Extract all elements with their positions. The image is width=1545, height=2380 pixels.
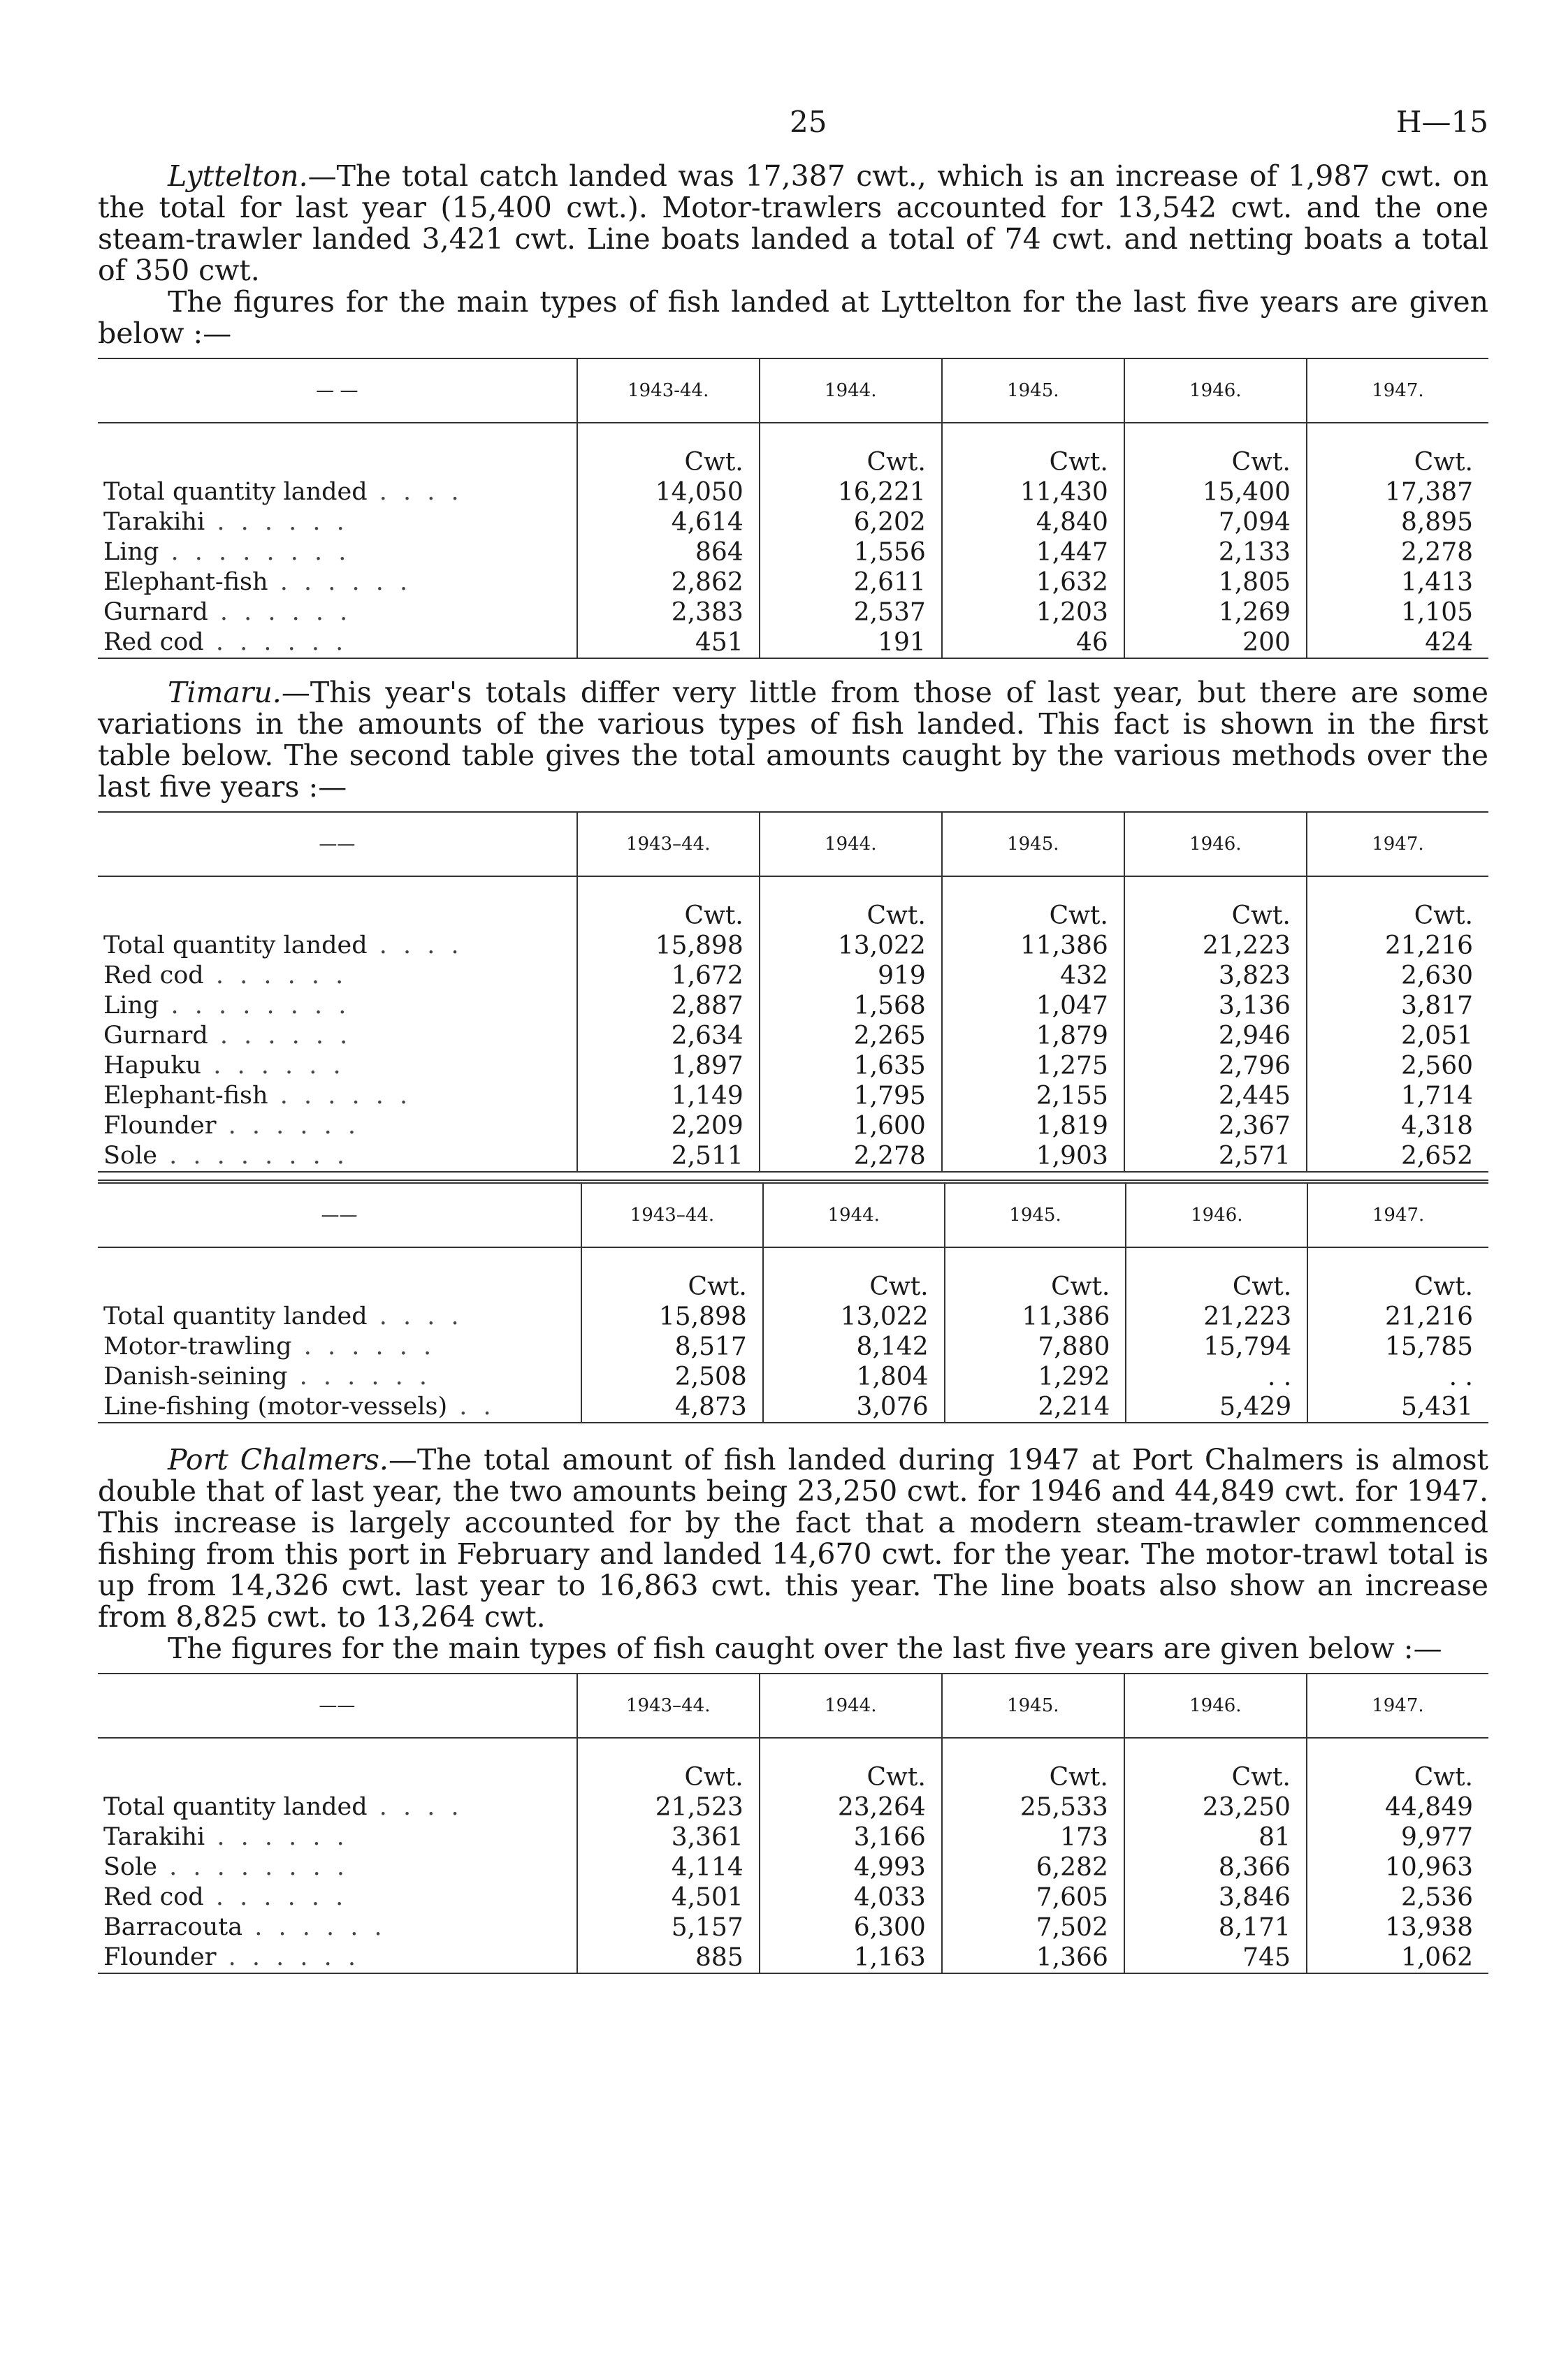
table-row	[98, 961, 1488, 991]
value-cell: 2,571	[1124, 1141, 1307, 1172]
column-header: 1943–44.	[577, 812, 760, 876]
value-cell: 15,785	[1307, 1332, 1488, 1362]
table-header-row	[98, 1182, 1488, 1247]
row-label: Hapuku	[103, 1052, 202, 1080]
value-cell: 2,511	[577, 1141, 760, 1172]
row-label: Tarakihi	[103, 1823, 205, 1851]
value-cell: 13,938	[1307, 1913, 1488, 1943]
value-cell: 1,269	[1124, 597, 1307, 627]
value-cell: 15,794	[1126, 1332, 1307, 1362]
row-label-cell	[98, 507, 577, 537]
table-row	[98, 1021, 1488, 1051]
column-header: 1944.	[760, 1674, 942, 1738]
value-cell: 432	[942, 961, 1124, 991]
column-header: 1947.	[1307, 812, 1488, 876]
column-header: 1944.	[760, 812, 942, 876]
value-cell: 1,275	[942, 1051, 1124, 1081]
row-label: Danish-seining	[103, 1363, 288, 1391]
row-label-cell	[98, 1302, 581, 1332]
column-header: 1945.	[942, 1674, 1124, 1738]
leader-dots: . . . . . .	[203, 1883, 348, 1911]
value-cell: 885	[577, 1943, 760, 1973]
row-label: Flounder	[103, 1112, 217, 1140]
unit-cell: Cwt.	[1124, 423, 1307, 477]
value-cell: 8,517	[581, 1332, 763, 1362]
value-cell: 8,366	[1124, 1852, 1307, 1882]
value-cell: 11,386	[942, 931, 1124, 961]
units-label-cell	[98, 1738, 577, 1792]
table-row	[98, 507, 1488, 537]
value-cell: 3,361	[577, 1822, 760, 1852]
value-cell: 5,429	[1126, 1392, 1307, 1423]
section-lyttelton	[98, 161, 1488, 349]
value-cell: 5,431	[1307, 1392, 1488, 1423]
table-corner: — —	[98, 358, 577, 423]
unit-cell: Cwt.	[760, 423, 942, 477]
leader-dots: . . . . . .	[201, 1052, 345, 1080]
value-cell: 7,605	[942, 1882, 1124, 1913]
table-row	[98, 1141, 1488, 1172]
value-cell: 1,556	[760, 537, 942, 567]
value-cell: 2,133	[1124, 537, 1307, 567]
table-corner: ——	[98, 1182, 581, 1247]
row-label: Sole	[103, 1853, 157, 1881]
value-cell: 81	[1124, 1822, 1307, 1852]
column-header: 1946.	[1124, 1674, 1307, 1738]
row-label-cell	[98, 1392, 581, 1423]
value-cell: 2,634	[577, 1021, 760, 1051]
value-cell: 13,022	[760, 931, 942, 961]
value-cell: 44,849	[1307, 1792, 1488, 1822]
row-label: Line-fishing (motor-vessels)	[103, 1393, 448, 1421]
table-row	[98, 1392, 1488, 1423]
value-cell: 2,278	[760, 1141, 942, 1172]
leader-dots: . . . . . .	[208, 598, 352, 626]
row-label: Gurnard	[103, 1022, 208, 1050]
row-label: Flounder	[103, 1943, 217, 1971]
value-cell: 25,533	[942, 1792, 1124, 1822]
value-cell: 1,804	[763, 1362, 945, 1392]
table-header-row	[98, 812, 1488, 876]
table-row	[98, 1882, 1488, 1913]
value-cell: 2,611	[760, 567, 942, 597]
leader-dots: . . . . . . . .	[159, 992, 351, 1020]
value-cell: 46	[942, 627, 1124, 658]
value-cell: 1,795	[760, 1081, 942, 1111]
table-row	[98, 1111, 1488, 1141]
unit-cell: Cwt.	[942, 1738, 1124, 1792]
leader-dots: . . . . . .	[205, 1823, 349, 1851]
leader-dots: . . . .	[367, 1303, 463, 1330]
units-row	[98, 876, 1488, 931]
value-cell: 1,632	[942, 567, 1124, 597]
value-cell: 23,250	[1124, 1792, 1307, 1822]
value-cell: 3,823	[1124, 961, 1307, 991]
value-cell: 4,033	[760, 1882, 942, 1913]
unit-cell: Cwt.	[942, 876, 1124, 931]
value-cell: 15,400	[1124, 477, 1307, 507]
row-label-cell	[98, 1913, 577, 1943]
row-label-cell	[98, 1111, 577, 1141]
row-label: Total quantity landed	[103, 478, 368, 506]
row-label-cell	[98, 1332, 581, 1362]
value-cell: 8,171	[1124, 1913, 1307, 1943]
row-label: Barracouta	[103, 1913, 243, 1941]
table-row	[98, 1943, 1488, 1973]
row-label-cell	[98, 567, 577, 597]
value-cell: 1,149	[577, 1081, 760, 1111]
row-label: Sole	[103, 1142, 157, 1170]
unit-cell: Cwt.	[763, 1247, 945, 1302]
column-header: 1944.	[763, 1182, 945, 1247]
row-label-cell	[98, 1141, 577, 1172]
value-cell: 4,993	[760, 1852, 942, 1882]
value-cell: 2,051	[1307, 1021, 1488, 1051]
value-cell: 15,898	[577, 931, 760, 961]
table-row	[98, 477, 1488, 507]
value-cell: 1,714	[1307, 1081, 1488, 1111]
row-label: Elephant-fish	[103, 568, 268, 596]
column-header: 1947.	[1307, 358, 1488, 423]
row-label: Red cod	[103, 1883, 204, 1911]
page-header	[98, 105, 1488, 161]
leader-dots: . . . .	[367, 478, 463, 506]
value-cell: 9,977	[1307, 1822, 1488, 1852]
table-row	[98, 1332, 1488, 1362]
row-label-cell	[98, 1051, 577, 1081]
value-cell: 21,216	[1307, 1302, 1488, 1332]
value-cell: 2,214	[945, 1392, 1126, 1423]
value-cell: 1,163	[760, 1943, 942, 1973]
units-row	[98, 1738, 1488, 1792]
value-cell: 2,508	[581, 1362, 763, 1392]
paragraph: Port Chalmers.—The total amount of fish landed during 1947 at Port Chalmers is almost double that of last year, the two amounts being 23,250 cwt. for 1946 and 44,849 cwt. for 1947. This increase is largely accounted for by the fact that a modern steam-trawler commenced fishing from this port in February and landed 14,670 cwt. for the year. The motor-trawl total is up from 14,326 cwt. last year to 16,863 cwt. this year. The line boats also show an increase from 8,825 cwt. to 13,264 cwt.	[98, 1443, 1488, 1634]
leader-dots: . . . .	[367, 1793, 463, 1821]
row-label-cell	[98, 1822, 577, 1852]
leader-dots: . .	[447, 1393, 495, 1421]
place-name: Port Chalmers.	[168, 1443, 389, 1476]
unit-cell: Cwt.	[1124, 1738, 1307, 1792]
table-row	[98, 1051, 1488, 1081]
value-cell: 2,560	[1307, 1051, 1488, 1081]
paragraph: The figures for the main types of fish landed at Lyttelton for the last five years are given below :—	[98, 285, 1488, 350]
unit-cell: Cwt.	[1307, 423, 1488, 477]
leader-dots: . . . . . .	[208, 1022, 352, 1050]
row-label-cell	[98, 477, 577, 507]
value-cell: 17,387	[1307, 477, 1488, 507]
leader-dots: . . . . . . . .	[157, 1853, 349, 1881]
value-cell: 2,862	[577, 567, 760, 597]
leader-dots: . . . . . .	[203, 962, 348, 989]
value-cell: 200	[1124, 627, 1307, 658]
document-reference: H—15	[1395, 105, 1488, 139]
value-cell: . .	[1126, 1362, 1307, 1392]
value-cell: 745	[1124, 1943, 1307, 1973]
value-cell: 1,879	[942, 1021, 1124, 1051]
value-cell: 3,136	[1124, 991, 1307, 1021]
value-cell: 2,537	[760, 597, 942, 627]
table-row	[98, 627, 1488, 658]
row-label: Gurnard	[103, 598, 208, 626]
column-header: 1946.	[1126, 1182, 1307, 1247]
value-cell: 4,318	[1307, 1111, 1488, 1141]
unit-cell: Cwt.	[760, 876, 942, 931]
value-cell: 21,216	[1307, 931, 1488, 961]
value-cell: . .	[1307, 1362, 1488, 1392]
leader-dots: . . . . . .	[216, 1112, 360, 1140]
value-cell: 16,221	[760, 477, 942, 507]
value-cell: 2,946	[1124, 1021, 1307, 1051]
row-label-cell	[98, 537, 577, 567]
value-cell: 8,895	[1307, 507, 1488, 537]
table-row	[98, 537, 1488, 567]
row-label: Total quantity landed	[103, 1793, 368, 1821]
table-row	[98, 567, 1488, 597]
value-cell: 864	[577, 537, 760, 567]
table-port-chalmers	[98, 1673, 1488, 1974]
value-cell: 2,536	[1307, 1882, 1488, 1913]
leader-dots: . . . . . .	[287, 1363, 432, 1391]
column-header: 1944.	[760, 358, 942, 423]
row-label-cell	[98, 931, 577, 961]
value-cell: 1,047	[942, 991, 1124, 1021]
leader-dots: . . . . . .	[216, 1943, 360, 1971]
row-label-cell	[98, 627, 577, 658]
value-cell: 919	[760, 961, 942, 991]
table-row	[98, 1913, 1488, 1943]
row-label-cell	[98, 1021, 577, 1051]
paragraph: Timaru.—This year's totals differ very little from those of last year, but there are some variations in the amounts of the various types of fish landed. This fact is shown in the first table below. The second table gives the total amounts caught by the various methods over the last five years :—	[98, 676, 1488, 804]
value-cell: 424	[1307, 627, 1488, 658]
value-cell: 191	[760, 627, 942, 658]
table-row	[98, 991, 1488, 1021]
table-corner: ——	[98, 812, 577, 876]
value-cell: 4,501	[577, 1882, 760, 1913]
column-header: 1943–44.	[581, 1182, 763, 1247]
value-cell: 7,880	[945, 1332, 1126, 1362]
column-header: 1945.	[942, 358, 1124, 423]
units-row	[98, 423, 1488, 477]
value-cell: 11,430	[942, 477, 1124, 507]
leader-dots: . . . . . . . .	[157, 1142, 349, 1170]
unit-cell: Cwt.	[1307, 1247, 1488, 1302]
unit-cell: Cwt.	[577, 423, 760, 477]
row-label-cell	[98, 991, 577, 1021]
table-row	[98, 1362, 1488, 1392]
value-cell: 2,630	[1307, 961, 1488, 991]
column-header: 1945.	[942, 812, 1124, 876]
value-cell: 451	[577, 627, 760, 658]
units-label-cell	[98, 1247, 581, 1302]
page-number: 25	[790, 105, 827, 139]
paragraph: The figures for the main types of fish caught over the last five years are given below :—	[168, 1632, 1442, 1665]
value-cell: 6,202	[760, 507, 942, 537]
value-cell: 6,300	[760, 1913, 942, 1943]
value-cell: 2,887	[577, 991, 760, 1021]
row-label: Motor-trawling	[103, 1333, 292, 1360]
table-header-row	[98, 1674, 1488, 1738]
column-header: 1947.	[1307, 1182, 1488, 1247]
row-label-cell	[98, 1852, 577, 1882]
unit-cell: Cwt.	[942, 423, 1124, 477]
unit-cell: Cwt.	[760, 1738, 942, 1792]
value-cell: 3,076	[763, 1392, 945, 1423]
column-header: 1947.	[1307, 1674, 1488, 1738]
row-label: Total quantity landed	[103, 931, 368, 959]
leader-dots: . . . . . .	[268, 1082, 412, 1110]
units-row	[98, 1247, 1488, 1302]
value-cell: 10,963	[1307, 1852, 1488, 1882]
column-header: 1943-44.	[577, 358, 760, 423]
table-row	[98, 1792, 1488, 1822]
unit-cell: Cwt.	[577, 876, 760, 931]
row-label-cell	[98, 1792, 577, 1822]
table-timaru-methods	[98, 1180, 1488, 1423]
value-cell: 1,292	[945, 1362, 1126, 1392]
value-cell: 2,796	[1124, 1051, 1307, 1081]
unit-cell: Cwt.	[1307, 1738, 1488, 1792]
document-page	[98, 105, 1488, 1981]
leader-dots: . . . . . .	[242, 1913, 386, 1941]
value-cell: 8,142	[763, 1332, 945, 1362]
value-cell: 7,502	[942, 1913, 1124, 1943]
value-cell: 4,873	[581, 1392, 763, 1423]
table-row	[98, 597, 1488, 627]
value-cell: 14,050	[577, 477, 760, 507]
section-timaru	[98, 677, 1488, 803]
units-label-cell	[98, 876, 577, 931]
row-label-cell	[98, 1943, 577, 1973]
value-cell: 1,203	[942, 597, 1124, 627]
row-label-cell	[98, 1882, 577, 1913]
row-label-cell	[98, 597, 577, 627]
table-row	[98, 931, 1488, 961]
value-cell: 1,447	[942, 537, 1124, 567]
value-cell: 1,600	[760, 1111, 942, 1141]
value-cell: 2,652	[1307, 1141, 1488, 1172]
value-cell: 3,166	[760, 1822, 942, 1852]
row-label: Ling	[103, 538, 159, 566]
column-header: 1946.	[1124, 358, 1307, 423]
value-cell: 15,898	[581, 1302, 763, 1332]
column-header: 1945.	[945, 1182, 1126, 1247]
value-cell: 1,903	[942, 1141, 1124, 1172]
row-label: Total quantity landed	[103, 1303, 368, 1330]
value-cell: 1,366	[942, 1943, 1124, 1973]
value-cell: 4,614	[577, 507, 760, 537]
table-timaru-types	[98, 811, 1488, 1173]
unit-cell: Cwt.	[577, 1738, 760, 1792]
value-cell: 1,897	[577, 1051, 760, 1081]
value-cell: 3,846	[1124, 1882, 1307, 1913]
row-label: Red cod	[103, 628, 204, 656]
units-label-cell	[98, 423, 577, 477]
value-cell: 1,062	[1307, 1943, 1488, 1973]
unit-cell: Cwt.	[945, 1247, 1126, 1302]
row-label-cell	[98, 1362, 581, 1392]
row-label: Tarakihi	[103, 508, 205, 536]
value-cell: 1,568	[760, 991, 942, 1021]
unit-cell: Cwt.	[1307, 876, 1488, 931]
leader-dots: . . . . . .	[205, 508, 349, 536]
table-lyttelton	[98, 358, 1488, 659]
place-name: Timaru.	[168, 676, 282, 709]
value-cell: 21,523	[577, 1792, 760, 1822]
value-cell: 5,157	[577, 1913, 760, 1943]
value-cell: 1,105	[1307, 597, 1488, 627]
row-label: Ling	[103, 992, 159, 1020]
value-cell: 1,635	[760, 1051, 942, 1081]
value-cell: 2,265	[760, 1021, 942, 1051]
table-corner: ——	[98, 1674, 577, 1738]
table-row	[98, 1302, 1488, 1332]
table-row	[98, 1822, 1488, 1852]
value-cell: 21,223	[1126, 1302, 1307, 1332]
value-cell: 2,383	[577, 597, 760, 627]
value-cell: 7,094	[1124, 507, 1307, 537]
section-port-chalmers	[98, 1444, 1488, 1664]
row-label: Elephant-fish	[103, 1082, 268, 1110]
value-cell: 23,264	[760, 1792, 942, 1822]
value-cell: 2,209	[577, 1111, 760, 1141]
leader-dots: . . . . . . . .	[159, 538, 351, 566]
row-label-cell	[98, 961, 577, 991]
value-cell: 6,282	[942, 1852, 1124, 1882]
leader-dots: . . . .	[367, 931, 463, 959]
value-cell: 21,223	[1124, 931, 1307, 961]
value-cell: 173	[942, 1822, 1124, 1852]
value-cell: 1,413	[1307, 567, 1488, 597]
unit-cell: Cwt.	[1126, 1247, 1307, 1302]
table-row	[98, 1852, 1488, 1882]
value-cell: 13,022	[763, 1302, 945, 1332]
value-cell: 4,840	[942, 507, 1124, 537]
value-cell: 1,672	[577, 961, 760, 991]
place-name: Lyttelton.	[168, 159, 308, 193]
value-cell: 3,817	[1307, 991, 1488, 1021]
table-header-row	[98, 358, 1488, 423]
leader-dots: . . . . . .	[268, 568, 412, 596]
leader-dots: . . . . . .	[291, 1333, 436, 1360]
value-cell: 1,805	[1124, 567, 1307, 597]
unit-cell: Cwt.	[581, 1247, 763, 1302]
value-cell: 2,278	[1307, 537, 1488, 567]
leader-dots: . . . . . .	[203, 628, 348, 656]
unit-cell: Cwt.	[1124, 876, 1307, 931]
value-cell: 2,445	[1124, 1081, 1307, 1111]
value-cell: 2,155	[942, 1081, 1124, 1111]
row-label-cell	[98, 1081, 577, 1111]
table-row	[98, 1081, 1488, 1111]
paragraph: Lyttelton.—The total catch landed was 17,387 cwt., which is an increase of 1,987 cwt. on the total for last year (15,400 cwt.). Motor-trawlers accounted for 13,542 cwt. and the one steam-trawler landed 3,421 cwt. Line boats landed a total of 74 cwt. and netting boats a total of 350 cwt.	[98, 159, 1488, 287]
row-label: Red cod	[103, 962, 204, 989]
column-header: 1943–44.	[577, 1674, 760, 1738]
column-header: 1946.	[1124, 812, 1307, 876]
value-cell: 2,367	[1124, 1111, 1307, 1141]
value-cell: 4,114	[577, 1852, 760, 1882]
value-cell: 1,819	[942, 1111, 1124, 1141]
value-cell: 11,386	[945, 1302, 1126, 1332]
